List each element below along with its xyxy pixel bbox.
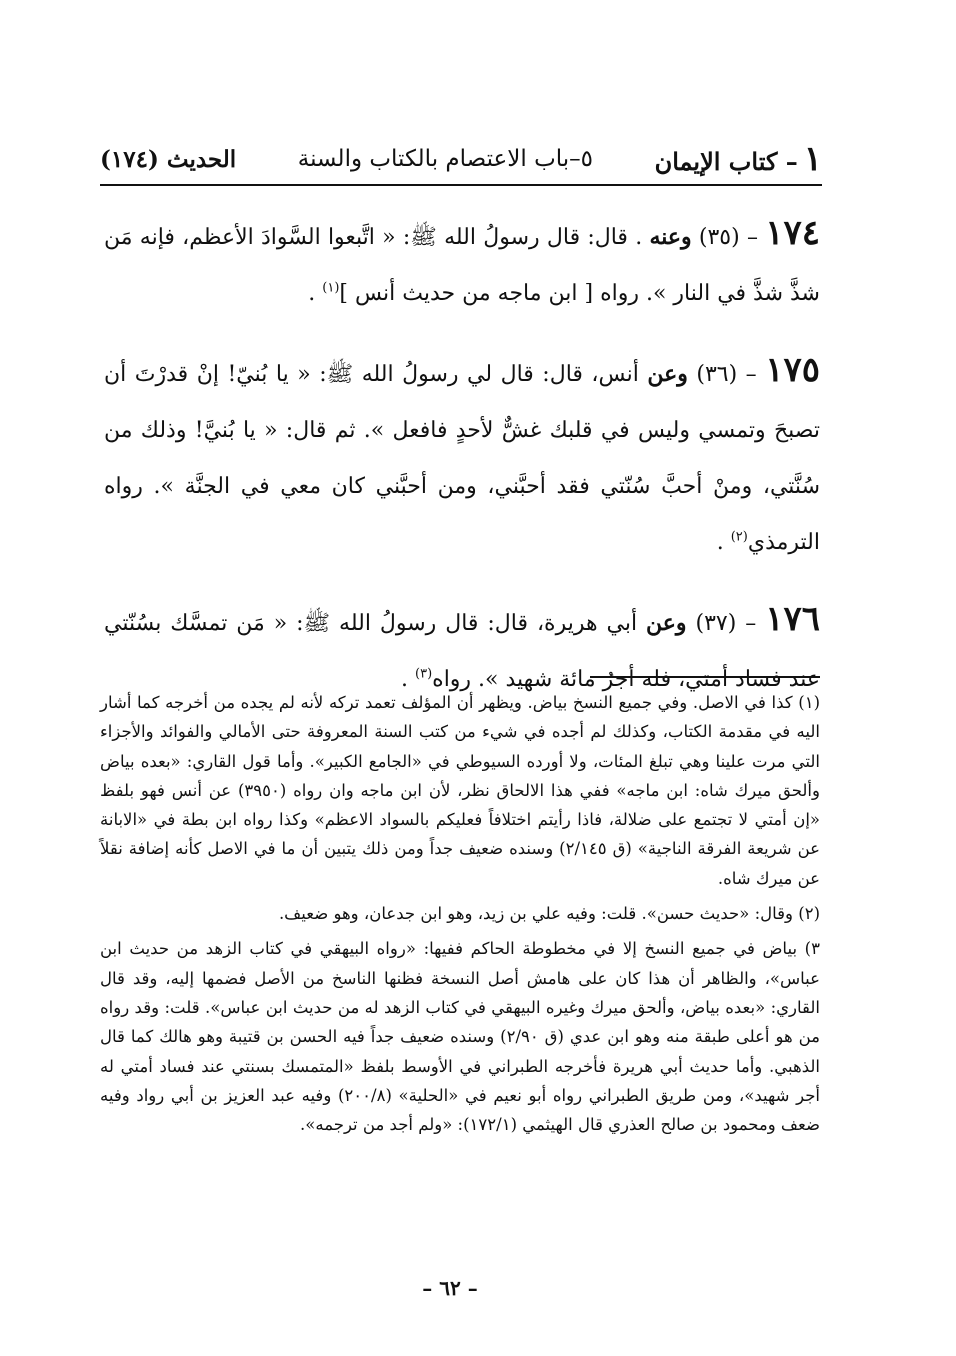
hadith-175 [104,342,820,571]
hadith-text: . قال: قال رسولُ الله ﷺ: « اتَّبعوا السَّوادَ الأعظم، فإنه مَن شذَّ شذَّ في النار ». رواه [ ابن ماجه من حديث أنس ] [104,225,820,306]
header-book-number: ١ [803,139,822,179]
footnote-ref: (٣) [415,666,433,682]
hadith-sequence: – (٣٦) [696,362,757,387]
hadith-text: أنس، قال: قال لي رسولُ الله ﷺ: « يا بُنيّ! إنْ قدرْتَ أن تصبحَ وتمسي وليس في قلبك غشٌّ لأحدٍ فافعل ». ثم قال: « يا بُنيَّ! وذلك من سُنَّتي، ومنْ أحبَّ سُنّتي فقد أحبَّني، ومن أحبَّني كان معي في الجنَّة ». رواه الترمذي [104,362,820,555]
footnote-ref: (٢) [730,529,748,545]
hadith-end: . [401,667,409,692]
hadith-narrator-intro: وعن [646,610,687,636]
header-hadith-number: الحديث (١٧٤) [100,145,237,173]
footnote-1: (١) كذا في الاصل. وفي جميع النسخ بياض. ويظهر أن المؤلف تعمد تركه لأنه لم يجده من أخرجه كما أشار اليه في مقدمة الكتاب، وكذلك لم أجده في شيء من كتب السنة المعروفة حتى الأمالي والفوائد والأجزاء التي مرت علينا وهي تبلغ المئات، ولا أورده السيوطي في «الجامع الكبير». وأما قول القاري: «بعده بياض وألحق ميرك شاه: ابن ماجه» ففي هذا الالحاق نظر، لأن ابن ماجه وان رواه (٣٩٥٠) عن أنس فهو بلفظ «إن أمتي لا تجتمع على ضلالة، فاذا رأيتم اختلافاً فعليكم بالسواد الاعظم» وكذا رواه ابن بطة في «الابانة عن شريعة الفرقة الناجية» (ق ٢/١٤٥) وسنده ضعيف جداً ومن ذلك يتبين أن ما في الاصل كأنه إضافة نقلاً عن ميرك شاه. [100,693,820,888]
header-book-title [655,139,822,179]
hadith-number: ١٧٥ [765,350,820,390]
hadith-narrator-intro: وعنه [649,224,692,250]
footnote-2: (٢) وقال: «حديث حسن». قلت: وفيه علي بن زيد، وهو ابن جدعان، وهو ضعيف. [278,904,820,924]
footnote-divider [590,676,820,678]
header-chapter-title: ٥–باب الاعتصام بالكتاب والسنة [297,146,593,172]
hadith-number: ١٧٦ [765,599,821,639]
footnotes [100,688,820,1145]
hadith-narrator-intro: وعن [647,361,688,387]
hadith-sequence: – (٣٧) [695,611,757,636]
hadith-sequence: – (٣٥) [698,225,758,250]
footnote-3: ٣) بياض في جميع النسخ إلا في مخطوطة الحاكم ففيها: «رواه البيهقي في كتاب الزهد من حديث ابن عباس»، والظاهر أن هذا كان على هامش أصل النسخة فظنها الناسخ من الأصل فضمها إليه، وقد قال القاري: «بعده بياض، وألحق ميرك وغيره البيهقي في كتاب الزهد له من حديث ابن عباس». قلت: وقد رواه من هو أعلى طبقة منه وهو ابن عدي (ق ٢/٩٠) وسنده ضعيف جداً فيه الحسن بن قتيبة وهو هالك كما قال الذهبي. وأما حديث أبي هريرة فأخرجه الطبراني في الأوسط بلفظ «المتمسك بسنتي عند فساد أمتي له أجر شهيد»، ومن طريق الطبراني رواه أبو نعيم في «الحلية» (٢٠٠/٨) وفيه عبد العزيز بن أبي رواد وفيه ضعف ومحمود بن صالح العذري قال الهيثمي (١٧٢/١): «ولم أجد من ترجمه». [100,939,821,1135]
hadith-174 [104,205,820,322]
hadith-end: . [308,281,316,306]
footnote-ref: (١) [322,280,340,296]
main-text [104,205,820,728]
header-divider [100,184,822,186]
hadith-text: أبي هريرة، قال: قال رسولُ الله ﷺ: « مَن تمسَّك بسُنّتي عند فساد أمتي، فله أجرُ مائة شهيد ». رواه [104,611,820,692]
running-header [100,138,822,180]
hadith-number: ١٧٤ [765,213,820,253]
header-book-name: – كتاب الإيمان [654,147,798,176]
page-number: – ٦٢ – [422,1276,478,1300]
hadith-end: . [716,530,724,555]
